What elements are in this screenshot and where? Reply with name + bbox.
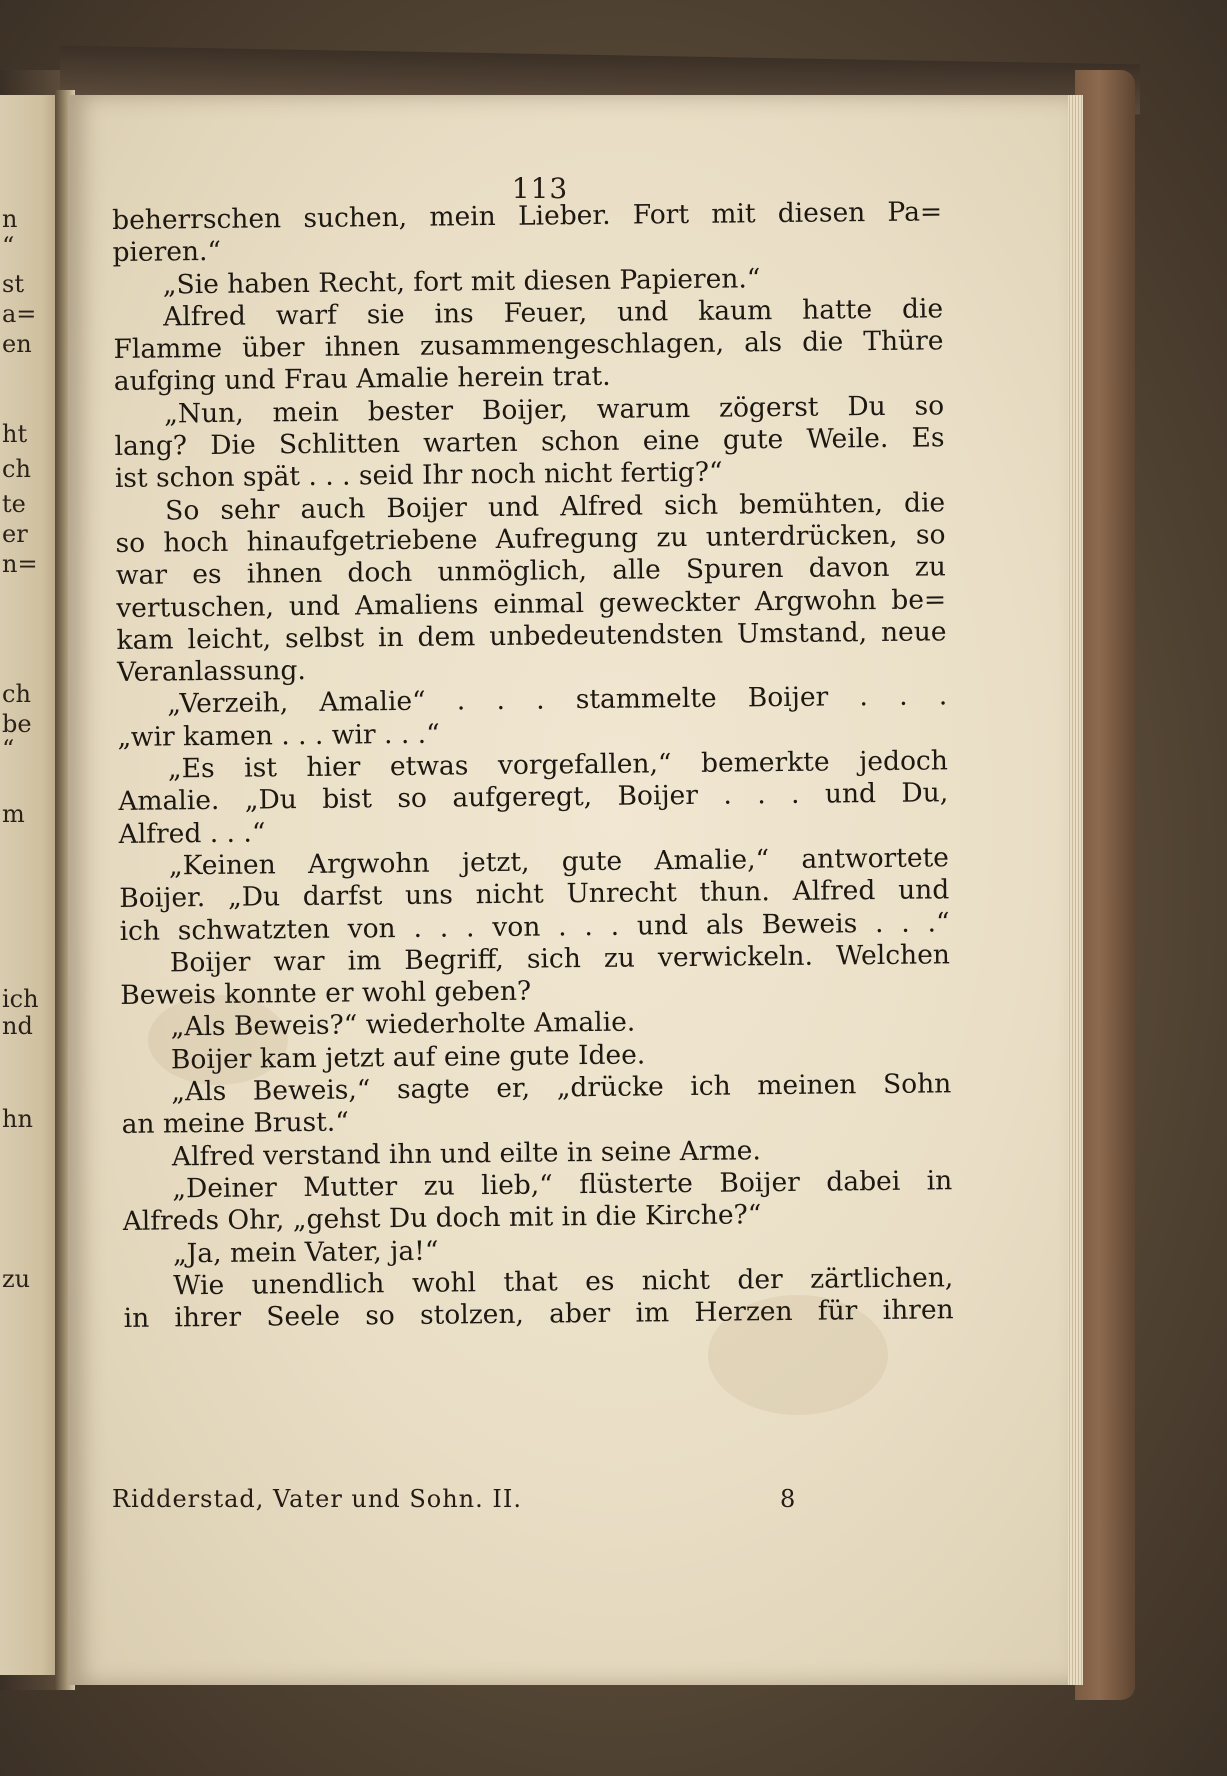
left-page-fragment: hn: [2, 1105, 33, 1133]
text-line: „Als Beweis,“ sagte er, „drücke ich meinen Sohn: [171, 1068, 952, 1108]
text-line: Beweis konnte er wohl geben?: [120, 975, 532, 1012]
text-line: vertuschen, und Amaliens einmal geweckter Argwohn be=: [116, 583, 947, 624]
left-page-fragment: n=: [2, 550, 38, 578]
text-line: „Deiner Mutter zu lieb,“ flüsterte Boijer dabei in: [172, 1165, 953, 1205]
text-line: pieren.“: [112, 236, 222, 269]
left-page-fragment: ht: [2, 420, 28, 448]
text-line: ich schwatzten von . . . von . . . und als Beweis . . .“: [119, 906, 950, 947]
text-line: Boijer war im Begriff, sich zu verwickeln. Welchen: [169, 939, 951, 979]
text-line: Boijer. „Du darfst uns nicht Unrecht thun. Alfred und: [119, 874, 950, 915]
left-page-fragment: nd: [2, 1012, 33, 1040]
text-line: „Sie haben Recht, fort mit diesen Papieren.“: [162, 262, 761, 301]
text-line: so hoch hinaufgetriebene Aufregung zu unterdrücken, so: [115, 519, 946, 559]
text-line: „Es ist hier etwas vorgefallen,“ bemerkte jedoch: [167, 745, 949, 785]
text-line: Boijer kam jetzt auf eine gute Idee.: [170, 1039, 646, 1076]
text-line: Wie unendlich wohl that es nicht der zärtlichen,: [173, 1262, 954, 1302]
body-text: [112, 196, 954, 1335]
left-page-fragment: “: [2, 232, 15, 260]
left-page-fragment: st: [2, 270, 24, 298]
book-cover-right: [1075, 70, 1135, 1700]
signature-mark: 8: [780, 1485, 796, 1513]
left-page-fragment: a=: [2, 300, 37, 328]
text-line: lang? Die Schlitten warten schon eine gute Weile. Es: [114, 422, 945, 463]
text-line: Alfreds Ohr, „gehst Du doch mit in die Kirche?“: [122, 1199, 762, 1238]
left-page-fragment: “: [2, 735, 15, 763]
left-page-fragment: er: [2, 520, 28, 548]
text-line: Amalie. „Du bist so aufgeregt, Boijer . . . und Du,: [118, 777, 949, 818]
text-line: an meine Brust.“: [121, 1106, 349, 1141]
text-line: Flamme über ihnen zusammengeschlagen, als die Thüre: [113, 325, 944, 366]
text-line: „Nun, mein bester Boijer, warum zögerst Du so: [164, 390, 945, 430]
page-number: 113: [511, 172, 569, 205]
text-line: „Keinen Argwohn jetzt, gute Amalie,“ antwortete: [168, 842, 950, 882]
text-line: Alfred . . .“: [118, 817, 266, 850]
left-page-fragment: en: [2, 330, 32, 358]
text-line: Veranlassung.: [116, 655, 306, 689]
text-line: „Verzeih, Amalie“ . . . stammelte Boijer . . .: [167, 680, 948, 720]
text-line: „wir kamen . . . wir . . .“: [117, 718, 440, 753]
text-line: in ihrer Seele so stolzen, aber im Herzen für ihren: [123, 1294, 954, 1335]
text-line: Alfred warf sie ins Feuer, und kaum hatte die: [163, 293, 944, 333]
left-page-fragment: ich: [2, 985, 39, 1013]
left-page-fragment: n: [2, 205, 18, 233]
left-page-fragment: zu: [2, 1265, 31, 1293]
text-line: aufging und Frau Amalie herein trat.: [113, 361, 611, 398]
text-line: So sehr auch Boijer und Alfred sich bemühten, die: [165, 486, 946, 527]
text-line: „Ja, mein Vater, ja!“: [172, 1235, 439, 1269]
left-page-fragment: be: [2, 710, 32, 738]
text-line: war es ihnen doch unmöglich, alle Spuren davon zu: [115, 551, 946, 592]
left-page-fragment: te: [2, 490, 26, 518]
text-line: Alfred verstand ihn und eilte in seine Arme.: [171, 1134, 761, 1173]
left-page-fragment: ch: [2, 680, 31, 708]
left-page-fragment: ch: [2, 455, 31, 483]
footer-title: Ridderstad, Vater und Sohn. II.: [112, 1485, 522, 1513]
text-line: kam leicht, selbst in dem unbedeutendsten Umstand, neue: [116, 616, 947, 656]
left-page-fragment: m: [2, 800, 25, 828]
text-line: „Als Beweis?“ wiederholte Amalie.: [170, 1006, 636, 1043]
text-line: ist schon spät . . . seid Ihr noch nicht fertig?“: [114, 456, 723, 495]
text-line: beherrschen suchen, mein Lieber. Fort mit diesen Pa=: [112, 196, 943, 236]
